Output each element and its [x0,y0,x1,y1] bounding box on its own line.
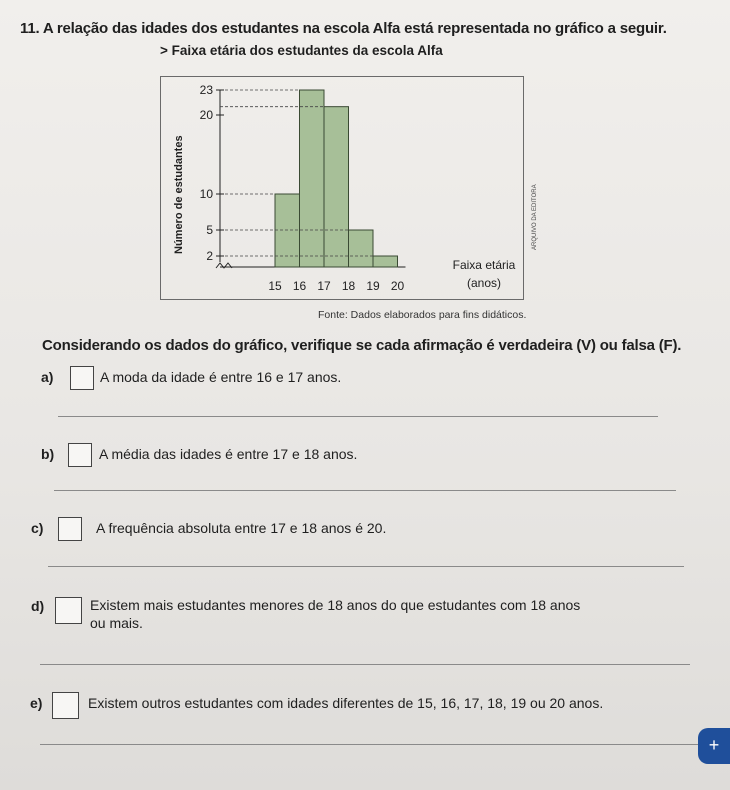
y-tick-label: 20 [199,108,213,122]
option-b-text: A média das idades é entre 17 e 18 anos. [99,446,358,462]
x-tick-label: 18 [341,279,356,293]
option-e-text: Existem outros estudantes com idades diferentes de 15, 16, 17, 18, 19 ou 20 anos. [88,695,604,711]
y-tick-label: 5 [206,223,213,237]
answer-line-a[interactable] [58,416,658,417]
histogram-chart [160,76,522,298]
histogram-bar [324,107,349,267]
y-tick-label: 10 [199,187,213,201]
y-tick-label: 23 [199,83,213,97]
answer-line-d[interactable] [40,664,690,665]
x-tick-label: 19 [366,279,380,293]
y-axis-label: Número de estudantes [173,135,185,254]
x-axis-label-line1: Faixa etária [452,258,516,272]
plus-icon[interactable]: + [698,728,730,764]
option-a-checkbox[interactable] [70,366,94,390]
option-d-checkbox[interactable] [55,597,82,624]
question-title: 11. A relação das idades dos estudantes na escola Alfa está representada no gráfico a seguir. [20,20,667,37]
instruction-text: Considerando os dados do gráfico, verifique se cada afirmação é verdadeira (V) ou falsa (F). [42,337,682,354]
option-d-letter: d) [31,598,45,614]
y-tick-label: 2 [206,249,213,263]
option-b-checkbox[interactable] [68,443,92,467]
option-d-text-continued: ou mais. [90,615,143,631]
answer-line-b[interactable] [54,490,676,491]
option-a-letter: a) [41,369,54,385]
histogram-bar [300,90,325,267]
histogram-bar [349,230,374,267]
x-axis-label-line2: (anos) [466,276,502,290]
option-c-text: A frequência absoluta entre 17 e 18 anos é 20. [96,520,387,536]
x-tick-label: 17 [317,279,331,293]
chart-source: Fonte: Dados elaborados para fins didáticos. [318,309,527,321]
option-c-letter: c) [31,520,44,536]
option-a-text: A moda da idade é entre 16 e 17 anos. [100,369,342,385]
option-e-letter: e) [30,695,43,711]
x-tick-label: 20 [390,279,405,293]
option-c-checkbox[interactable] [58,517,82,541]
option-d-text: Existem mais estudantes menores de 18 anos do que estudantes com 18 anos [90,597,581,613]
histogram-bar [373,256,398,267]
option-b-letter: b) [41,446,55,462]
chart-caption: > Faixa etária dos estudantes da escola Alfa [160,43,443,58]
answer-line-e[interactable] [40,744,700,745]
option-e-checkbox[interactable] [52,692,79,719]
answer-line-c[interactable] [48,566,684,567]
x-tick-label: 16 [292,279,307,293]
x-tick-label: 15 [268,279,282,293]
archive-credit: ARQUIVO DA EDITORA [532,184,538,250]
